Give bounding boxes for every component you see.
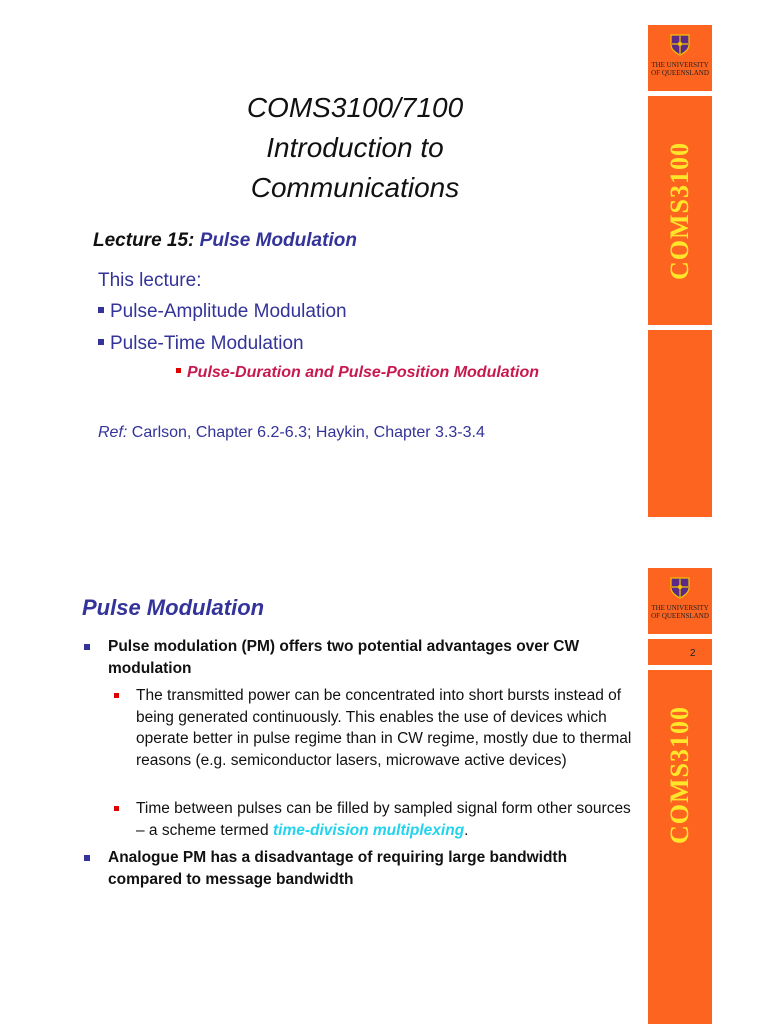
sidebar-course-code: COMS3100 xyxy=(665,706,694,844)
bullet-square-icon xyxy=(84,855,90,861)
university-logo xyxy=(648,568,712,634)
bullet-item: Pulse-Time Modulation xyxy=(98,333,304,355)
slide-heading: Pulse Modulation xyxy=(82,595,265,620)
sidebar-divider xyxy=(648,325,712,330)
university-name: THE UNIVERSITY OF QUEENSLAND xyxy=(651,61,709,77)
bullet-item: Pulse-Amplitude Modulation xyxy=(98,301,347,323)
slide-2 xyxy=(0,540,768,1024)
bullet-square-icon xyxy=(176,368,181,373)
bullet-item: Analogue PM has a disadvantage of requiring large bandwidth compared to message bandwidth xyxy=(84,847,624,891)
bullet-square-icon xyxy=(84,644,90,650)
reference-line: Ref: Carlson, Chapter 6.2-6.3; Haykin, Chapter 3.3-3.4 xyxy=(98,424,485,441)
university-name: THE UNIVERSITY OF QUEENSLAND xyxy=(651,604,709,620)
sub-bullet-item: Time between pulses can be filled by sampled signal form other sources – a scheme termed time-division multiplexing. xyxy=(114,798,634,841)
bullet-item: Pulse modulation (PM) offers two potential advantages over CW modulation xyxy=(84,636,624,680)
sidebar-course-code: COMS3100 xyxy=(665,141,694,280)
slide-title: COMS3100/7100 Introduction to Communications xyxy=(246,92,464,203)
sub-bullet-item: The transmitted power can be concentrated into short bursts instead of being generated continuously. This enables the use of devices which operate better in pulse regime than in CW regime, mostly due to thermal reasons (e.g. semiconductor lasers, microwave active devices) xyxy=(114,685,634,771)
page-number: 2 xyxy=(690,648,696,659)
lecture-heading: Lecture 15: Pulse Modulation xyxy=(93,230,357,251)
bullet-square-icon xyxy=(98,339,104,345)
sidebar-divider xyxy=(648,634,712,639)
university-crest-icon xyxy=(670,577,690,599)
bullet-square-icon xyxy=(114,693,119,698)
university-logo xyxy=(648,25,712,91)
university-crest-icon xyxy=(670,34,690,56)
this-lecture-label: This lecture: xyxy=(98,270,202,291)
highlight-term: time-division multiplexing xyxy=(272,821,465,839)
bullet-square-icon xyxy=(114,806,119,811)
sub-bullet-item: Pulse-Duration and Pulse-Position Modulation xyxy=(176,364,539,382)
bullet-square-icon xyxy=(98,307,104,313)
